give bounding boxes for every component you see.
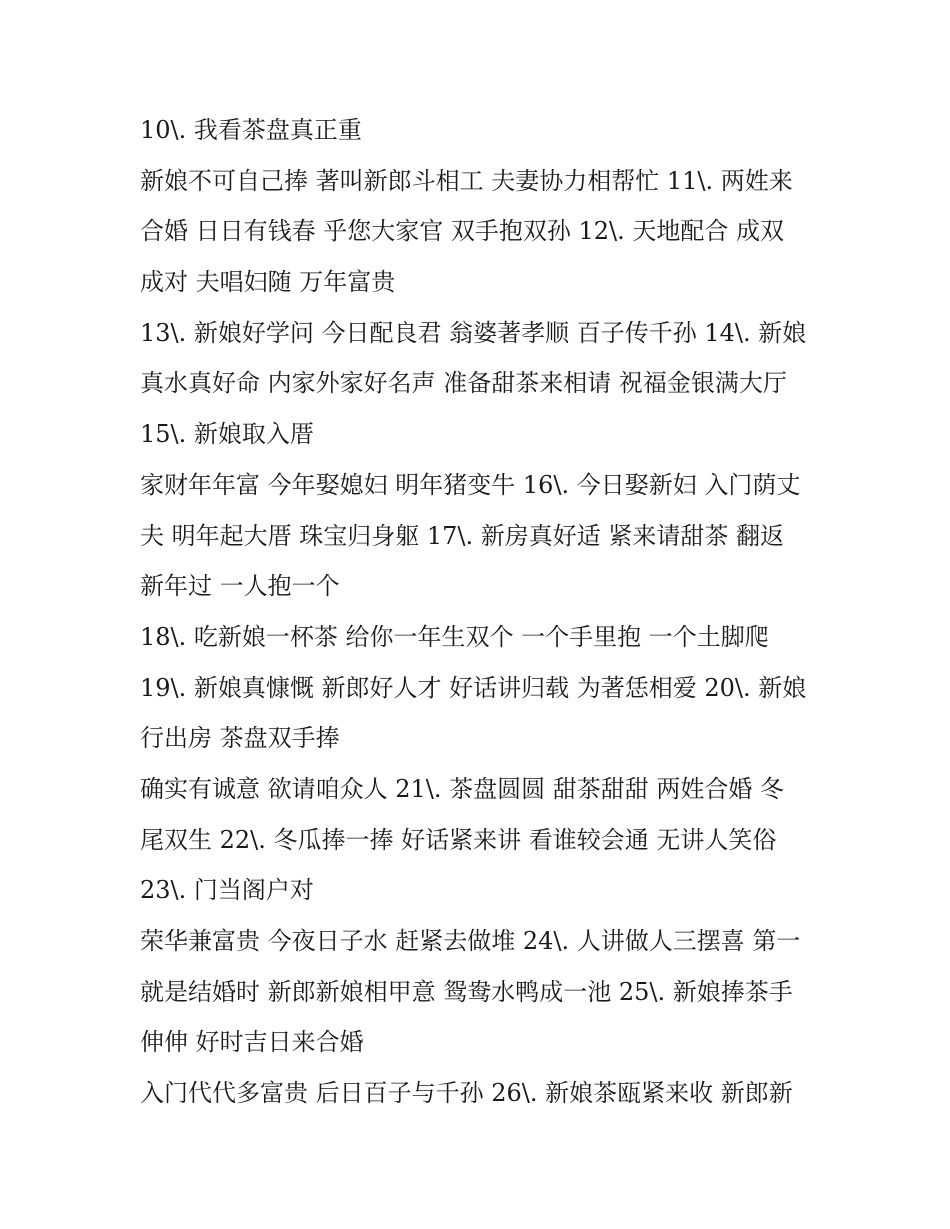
text-line: 19\. 新娘真慷慨 新郎好人才 好话讲归载 为著恁相爱 20\. 新娘 xyxy=(140,673,807,702)
text-line: 18\. 吃新娘一杯茶 给你一年生双个 一个手里抱 一个土脚爬 xyxy=(140,622,769,651)
text-line: 新年过 一人抱一个 xyxy=(140,572,340,601)
text-line: 15\. 新娘取入厝 xyxy=(140,420,314,449)
text-line: 新娘不可自己捧 著叫新郎斗相工 夫妻协力相帮忙 11\. 两姓来 xyxy=(140,166,793,195)
text-line: 入门代代多富贵 后日百子与千孙 26\. 新娘茶瓯紧来收 新郎新 xyxy=(140,1079,793,1108)
text-line: 伸伸 好时吉日来合婚 xyxy=(140,1028,364,1057)
text-line: 荣华兼富贵 今夜日子水 赶紧去做堆 24\. 人讲做人三摆喜 第一 xyxy=(140,927,801,955)
text-line: 成对 夫唱妇随 万年富贵 xyxy=(140,268,396,297)
text-line: 13\. 新娘好学问 今日配良君 翁婆著孝顺 百子传千孙 14\. 新娘 xyxy=(140,318,807,347)
text-line: 家财年年富 今年娶媳妇 明年猪变牛 16\. 今日娶新妇 入门荫丈 xyxy=(140,470,801,499)
text-line: 就是结婚时 新郎新娘相甲意 鸳鸯水鸭成一池 25\. 新娘捧茶手 xyxy=(140,977,793,1006)
text-line: 尾双生 22\. 冬瓜捧一捧 好话紧来讲 看谁较会通 无讲人笑俗 xyxy=(140,825,777,854)
text-line: 行出房 茶盘双手捧 xyxy=(140,724,340,753)
text-line: 合婚 日日有钱春 乎您大家官 双手抱双孙 12\. 天地配合 成双 xyxy=(140,217,785,246)
text-line: 真水真好命 内家外家好名声 准备甜茶来相请 祝福金银满大厅 xyxy=(140,369,787,398)
text-line: 夫 明年起大厝 珠宝归身躯 17\. 新房真好适 紧来请甜茶 翻返 xyxy=(140,521,785,550)
text-line: 10\. 我看茶盘真正重 xyxy=(140,116,362,144)
text-line: 确实有诚意 欲请咱众人 21\. 茶盘圆圆 甜茶甜甜 两姓合婚 冬 xyxy=(140,774,785,803)
text-line: 23\. 门当阁户对 xyxy=(140,876,314,905)
body-text xyxy=(140,108,820,1122)
